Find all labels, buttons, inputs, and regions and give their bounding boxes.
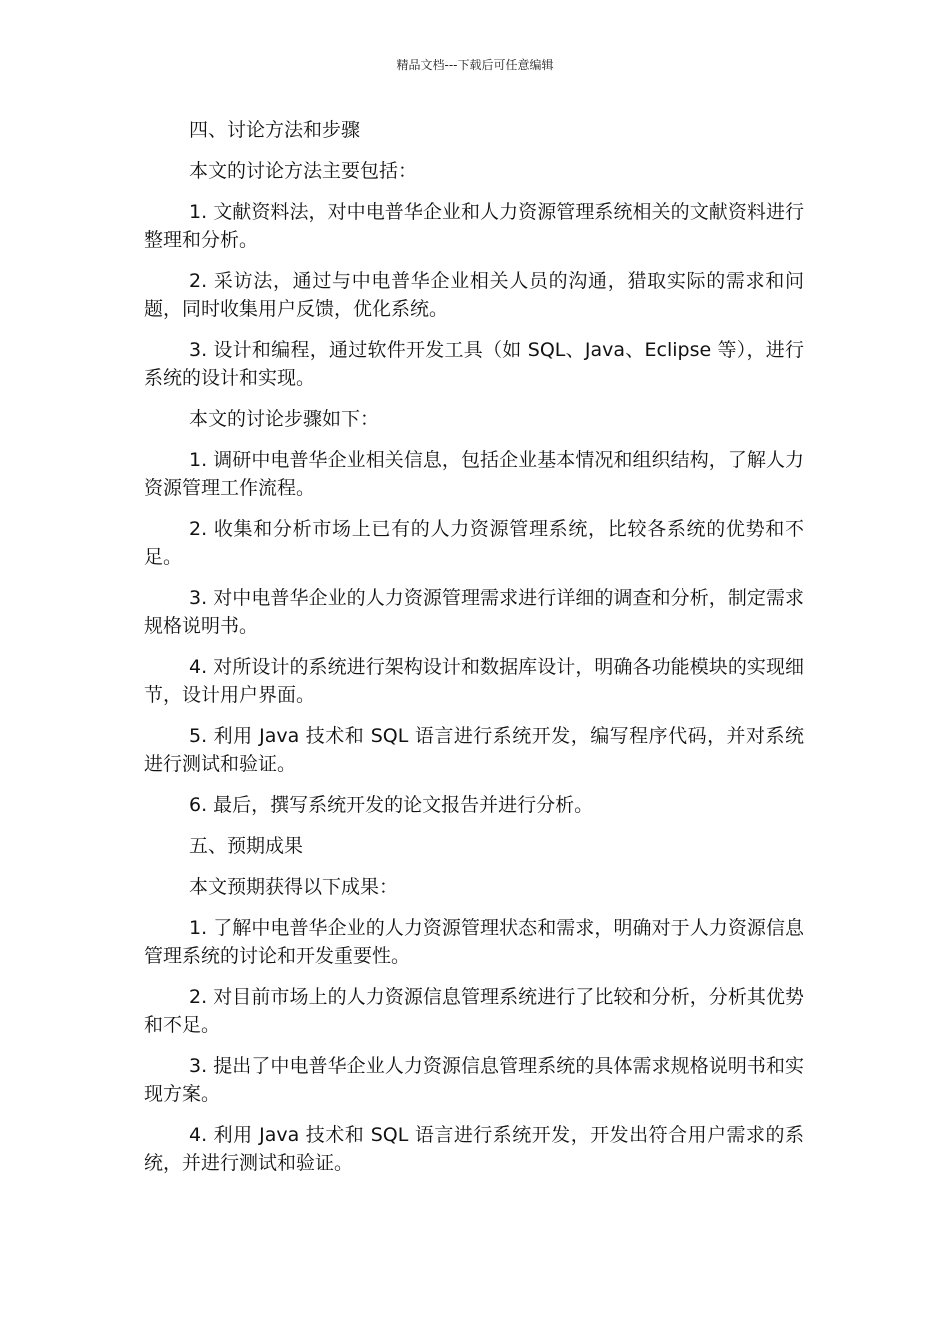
result-item: 1. 了解中电普华企业的人力资源管理状态和需求，明确对于人力资源信息管理系统的讨论和开发重要性。: [144, 917, 804, 967]
methods-intro: 本文的讨论方法主要包括：: [189, 160, 418, 182]
method-item: 2. 采访法，通过与中电普华企业相关人员的沟通，猎取实际的需求和问题，同时收集用户反馈，优化系统。: [144, 270, 804, 320]
document-body: [144, 116, 804, 1190]
section-heading-results: 五、预期成果: [189, 835, 304, 857]
page-header: 精品文档---下载后可任意编辑: [396, 58, 554, 72]
method-item: 1. 文献资料法，对中电普华企业和人力资源管理系统相关的文献资料进行整理和分析。: [144, 201, 804, 251]
result-item: 3. 提出了中电普华企业人力资源信息管理系统的具体需求规格说明书和实现方案。: [144, 1055, 804, 1105]
steps-intro: 本文的讨论步骤如下：: [189, 408, 380, 430]
step-item: 3. 对中电普华企业的人力资源管理需求进行详细的调查和分析，制定需求规格说明书。: [144, 587, 804, 637]
step-item: 6. 最后，撰写系统开发的论文报告并进行分析。: [189, 794, 594, 816]
section-heading-methods: 四、讨论方法和步骤: [189, 119, 361, 141]
step-item: 2. 收集和分析市场上已有的人力资源管理系统，比较各系统的优势和不足。: [144, 518, 804, 568]
step-item: 5. 利用 Java 技术和 SQL 语言进行系统开发，编写程序代码，并对系统进行测试和验证。: [144, 725, 804, 775]
step-item: 4. 对所设计的系统进行架构设计和数据库设计，明确各功能模块的实现细节，设计用户界面。: [144, 656, 804, 706]
result-item: 2. 对目前市场上的人力资源信息管理系统进行了比较和分析，分析其优势和不足。: [144, 986, 804, 1036]
result-item: 4. 利用 Java 技术和 SQL 语言进行系统开发，开发出符合用户需求的系统，并进行测试和验证。: [144, 1124, 804, 1174]
results-intro: 本文预期获得以下成果：: [189, 876, 399, 898]
method-item: 3. 设计和编程，通过软件开发工具（如 SQL、Java、Eclipse 等），进行系统的设计和实现。: [144, 339, 804, 389]
step-item: 1. 调研中电普华企业相关信息，包括企业基本情况和组织结构，了解人力资源管理工作流程。: [144, 449, 804, 499]
